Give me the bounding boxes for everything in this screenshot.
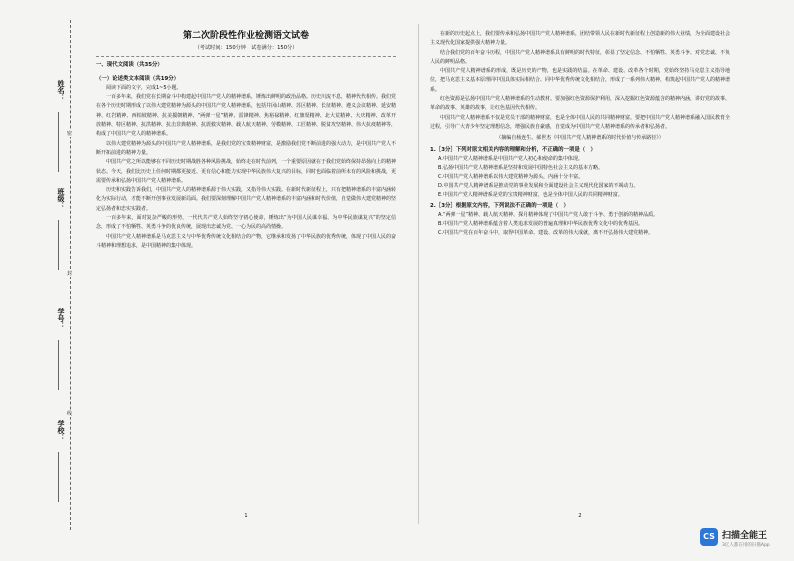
right-page [430, 20, 730, 525]
paragraph: 中国共产党之所以能够在不同历史时期战胜各种风险挑战，始终走在时代前列，一个重要原因就在于我们党始终保持昂扬向上的精神状态。今天，我们比历史上任何时期都更接近、更有信心和能力实现中华民族伟大复兴的目标，同时也面临着前所未有的风险和挑战，更需要传承和弘扬中国共产党人精神谱系。 [96, 159, 397, 184]
school-underline [58, 452, 59, 502]
scanner-watermark [700, 526, 790, 554]
question-1-stem: 1.［3分］下列对原文相关内容的理解和分析，不正确的一项是（ ） [430, 146, 596, 153]
exam-spread [96, 20, 736, 540]
name-label: 姓名： [57, 80, 65, 101]
watermark-app-name: 扫描全能王 [722, 531, 768, 541]
paragraph: 红色资源是弘扬中国共产党人精神谱系的生动教材。要加强红色资源保护利用，深入挖掘红色资源蕴含的精神内涵，讲好党的故事、革命的故事、英雄的故事，让红色基因代代相传。 [430, 96, 731, 112]
name-underline [58, 112, 59, 172]
source-citation: （摘编自杨连生、郝世杰《中国共产党人精神谱系的时代价值与传承路径》） [496, 135, 664, 142]
exam-subtitle: （考试时间：150分钟 试卷满分：150分） [194, 45, 298, 51]
page-number: 1 [244, 512, 248, 519]
fold-mark-xian: 线 [67, 411, 73, 417]
question-1-option-a: A.中国共产党人精神谱系是中国共产党人初心和使命的集中体现。 [438, 155, 583, 162]
fold-mark-feng: 封 [67, 271, 73, 277]
camscanner-logo-icon: CS [700, 528, 718, 546]
question-1-option-d: D.中国共产党人精神谱系是推动党的事业发展和全面建设社会主义现代化国家的不竭动力。 [438, 182, 639, 189]
school-label: 学校： [57, 420, 65, 441]
divider [96, 56, 396, 57]
student-id-label: 学号： [57, 308, 65, 329]
binding-gutter [20, 20, 94, 530]
paragraph: 中国共产党人精神谱系不仅是党员干部的精神财富，也是全体中国人民的共同精神财富。要把中国共产党人精神谱系融入国民教育全过程，引导广大青少年坚定理想信念，增强民族自豪感，自觉成为中国共产党人精神谱系的传承者和弘扬者。 [430, 114, 731, 130]
question-2-option-b: B.中国共产党人精神谱系蕴含着人类追求发展的普遍真理和中华民族优秀文化中的优秀基因。 [438, 221, 644, 228]
paragraph: 以伟大建党精神为源头的中国共产党人精神谱系，是我们党的宝贵精神财富，是激励我们党不断前进的强大动力，是中国共产党人不断开拓前进的精神力量。 [96, 140, 397, 156]
id-underline [58, 340, 59, 390]
section-heading: 一、现代文阅读（共35分） [96, 62, 163, 69]
instruction: 阅读下面的文字，完成1~5小题。 [106, 84, 182, 91]
class-label: 班级： [57, 188, 65, 209]
subsection-heading: （一）论述类文本阅读（共19分） [96, 75, 179, 82]
watermark-tagline: 3亿人都在用的扫描App [722, 543, 770, 548]
fold-mark-mi: 密 [67, 131, 73, 137]
page-number: 2 [578, 512, 582, 519]
question-2-option-c: C.中国共产党在百年奋斗中，取得中国革命、建设、改革的伟大成就，离不开弘扬伟大建党精神。 [438, 230, 654, 237]
question-2-option-a: A.“两弹一星”精神、载人航天精神、探月精神体现了中国共产党人敢于斗争、勇于创新的精神品质。 [438, 212, 659, 219]
paragraph: 中国共产党人精神谱系的形成，既是历史的产物，也是实践的结晶。在革命、建设、改革各个时期，党始终坚持马克思主义指导地位，把马克思主义基本原理同中国具体实际相结合、同中华优秀传统文化相结合，形成了一系列伟大精神，构筑起中国共产党人的精神谱系。 [430, 68, 731, 93]
question-1-option-c: C.中国共产党人精神谱系以伟大建党精神为源头，内涵十分丰富。 [438, 173, 584, 180]
paragraph: 一百多年来，我们党在长期奋斗中构建起中国共产党人的精神谱系，锤炼出鲜明的政治品格。历史川流不息，精神代代相传。我们党在各个历史时期形成了以伟大建党精神为源头的中国共产党人精神谱系，包括井冈山精神、苏区精神、长征精神、遵义会议精神、延安精神、红岩精神、西柏坡精神、抗美援朝精神、“两弹一星”精神、雷锋精神、焦裕禄精神、红旗渠精神、北大荒精神、大庆精神、改革开放精神、特区精神、抗洪精神、抗击非典精神、抗震救灾精神、载人航天精神、劳模精神、工匠精神、脱贫攻坚精神、伟大抗疫精神等，构成了中国共产党人的精神谱系。 [96, 94, 397, 138]
paragraph: 历史和实践告诉我们，中国共产党人的精神谱系源于伟大实践，又指导伟大实践。在新时代新征程上，只有把精神谱系的丰富内涵转化为实际行动，才能不断开创事业发展新局面。我们要深刻理解中国共产党人精神谱系的丰富内涵和时代价值，自觉做伟大建党精神的坚定弘扬者和忠实实践者。 [96, 187, 397, 212]
paragraph: 一百多年来，面对复杂严峻的形势，一代代共产党人始终坚守初心使命，锤炼出“为中国人民谋幸福、为中华民族谋复兴”的坚定信念，形成了不怕牺牲、英勇斗争的优良传统，展现出忠诚为党、一心为民的高尚情操。 [96, 215, 396, 231]
paragraph: 在新的历史起点上，我们要传承和弘扬中国共产党人精神谱系，团结带领人民在新时代新征程上创造新的伟大业绩，为全面建设社会主义现代化国家提供强大精神力量。 [430, 31, 731, 47]
exam-title: 第二次阶段性作业检测语文试卷 [182, 31, 309, 41]
paragraph: 中国共产党人精神谱系是马克思主义与中华优秀传统文化相结合的产物，它继承和发扬了中华民族的优秀传统，体现了中国人民的奋斗精神和理想追求，是中国精神的集中体现。 [96, 233, 397, 249]
class-underline [58, 220, 59, 270]
question-2-stem: 2.［3分］根据原文内容，下列说法不正确的一项是（ ） [430, 202, 569, 209]
left-page [96, 20, 396, 525]
question-1-option-e: E.中国共产党人精神谱系是党的宝贵精神财富，也是全体中国人民的共同精神财富。 [438, 191, 623, 198]
question-1-option-b: B.弘扬中国共产党人精神谱系是坚持和发展中国特色社会主义的基本方略。 [438, 164, 604, 171]
paragraph: 结合我们党的百年奋斗历程，中国共产党人精神谱系具有鲜明的时代特征，彰显了坚定信念、不怕牺牲、英勇斗争、对党忠诚、不负人民的鲜明品格。 [430, 49, 731, 65]
